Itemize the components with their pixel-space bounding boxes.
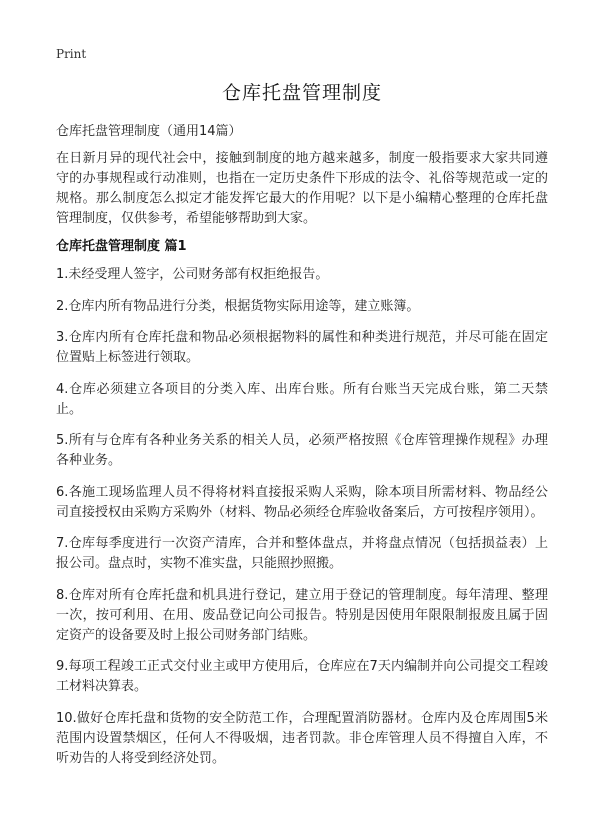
intro-paragraph: 在日新月异的现代社会中，接触到制度的地方越来越多，制度一般指要求大家共同遵守的办事规程或行动准则，也指在一定历史条件下形成的法令、礼俗等规范或一定的规格。那么制度怎么拟定才能发挥它最大的作用呢？以下是小编精心整理的仓库托盘管理制度，仅供参考，希望能够帮助到大家。: [56, 151, 548, 226]
list-item: 7.仓库每季度进行一次资产清库，合并和整体盘点，并将盘点情况（包括损益表）上报公司。盘点时，实物不准实盘，只能照抄照搬。: [56, 536, 548, 571]
page-title: 仓库托盘管理制度: [221, 82, 382, 104]
list-item: 3.仓库内所有仓库托盘和物品必须根据物料的属性和种类进行规范，并尽可能在固定位置贴上标签进行领取。: [56, 330, 548, 365]
list-item: 1.未经受理人签字，公司财务部有权拒绝报告。: [56, 267, 329, 282]
document-subtitle: 仓库托盘管理制度（通用14篇）: [56, 124, 242, 139]
list-item: 4.仓库必须建立各项目的分类入库、出库台账。所有台账当天完成台账，第二天禁止。: [56, 381, 548, 417]
section-heading: 仓库托盘管理制度 篇1: [56, 239, 187, 254]
list-item: 2.仓库内所有物品进行分类，根据货物实际用途等，建立账簿。: [56, 298, 420, 314]
rules-list: [56, 265, 548, 780]
list-item: 10.做好仓库托盘和货物的安全防范工作，合理配置消防器材。仓库内及仓库周围5米范围内设置禁烟区，任何人不得吸烟，违者罚款。非仓库管理人员不得擅自入库，不听劝告的人将受到经济处罚。: [56, 710, 548, 766]
list-item: 6.各施工现场监理人员不得将材料直接报采购人采购，除本项目所需材料、物品经公司直接授权由采购方采购外（材料、物品必须经仓库验收备案后，方可按程序领用）。: [56, 484, 548, 520]
list-item: 9.每项工程竣工正式交付业主或甲方使用后，仓库应在7天内编制并向公司提交工程竣工材料决算表。: [56, 659, 548, 694]
list-item: 5.所有与仓库有各种业务关系的相关人员，必须严格按照《仓库管理操作规程》办理各种业务。: [56, 433, 548, 468]
list-item: 8.仓库对所有仓库托盘和机具进行登记，建立用于登记的管理制度。每年清理、整理一次，按可利用、在用、废品登记向公司报告。特别是因使用年限限制报废且属于固定资产的设备要及时上报公司财务部门结账。: [56, 587, 548, 643]
print-link[interactable]: Print: [56, 47, 87, 61]
